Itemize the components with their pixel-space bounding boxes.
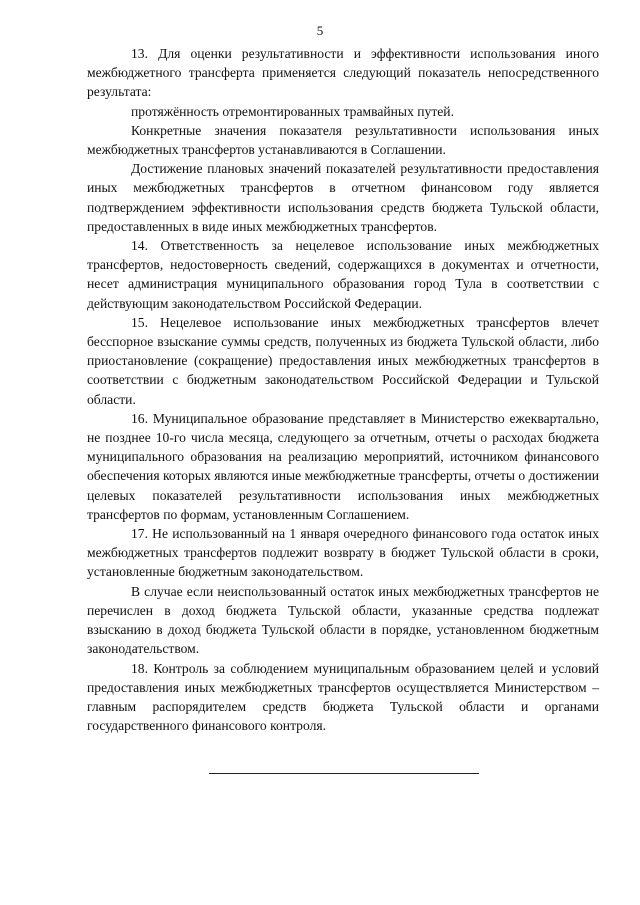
- paragraph-13-achievement: Достижение плановых значений показателей результативности предоставления иных межбюджетных трансфертов в отчетном финансовом году является подтверждением эффективности использования средств бюджета Тульской области, предоставленных в виде иных межбюджетных трансфертов.: [87, 161, 599, 234]
- paragraph-15: 15. Нецелевое использование иных межбюджетных трансфертов влечет бесспорное взыскание суммы средств, полученных из бюджета Тульской области, либо приостановление (сокращение) предоставления иных межбюджетных трансфертов в соответствии с бюджетным законодательством Российской Федерации и Тульской области.: [87, 314, 599, 407]
- closing-rule: [209, 773, 479, 774]
- paragraph-13-indicator: протяжённость отремонтированных трамвайных путей.: [131, 103, 454, 119]
- document-body: [87, 44, 599, 735]
- paragraph-18: 18. Контроль за соблюдением муниципальным образованием целей и условий предоставления иных межбюджетных трансфертов осуществляется Министерством – главным распорядителем средств бюджета Тульской области и органами государственного финансового контроля.: [87, 660, 599, 734]
- page-number: 5: [316, 23, 324, 38]
- paragraph-14: 14. Ответственность за нецелевое использование иных межбюджетных трансфертов, недостоверность сведений, содержащихся в документах и отчетности, несет администрация муниципального образования город Тула в соответствии с действующим законодательством Российской Федерации.: [87, 238, 599, 311]
- paragraph-17: 17. Не использованный на 1 января очередного финансового года остаток иных межбюджетных трансфертов подлежит возврату в бюджет Тульской области в сроки, установленные бюджетным законодательством.: [87, 526, 599, 580]
- paragraph-16: 16. Муниципальное образование представляет в Министерство ежеквартально, не позднее 10-го числа месяца, следующего за отчетным, отчеты о расходах бюджета муниципального образования на реализацию мероприятий, источником финансового обеспечения которых являются иные межбюджетные трансферты, отчеты о достижении целевых показателей результативности использования иных межбюджетных трансфертов по формам, установленным Соглашением.: [87, 410, 599, 522]
- paragraph-13: 13. Для оценки результативности и эффективности использования иного межбюджетного трансферта применяется следующий показатель непосредственного результата:: [87, 46, 599, 100]
- paragraph-13-values: Конкретные значения показателя результативности использования иных межбюджетных трансфертов устанавливаются в Соглашении.: [87, 122, 599, 158]
- paragraph-17-remainder: В случае если неиспользованный остаток иных межбюджетных трансфертов не перечислен в доход бюджета Тульской области, указанные средства подлежат взысканию в доход бюджета Тульской области в порядке, установленном бюджетным законодательством.: [87, 583, 599, 657]
